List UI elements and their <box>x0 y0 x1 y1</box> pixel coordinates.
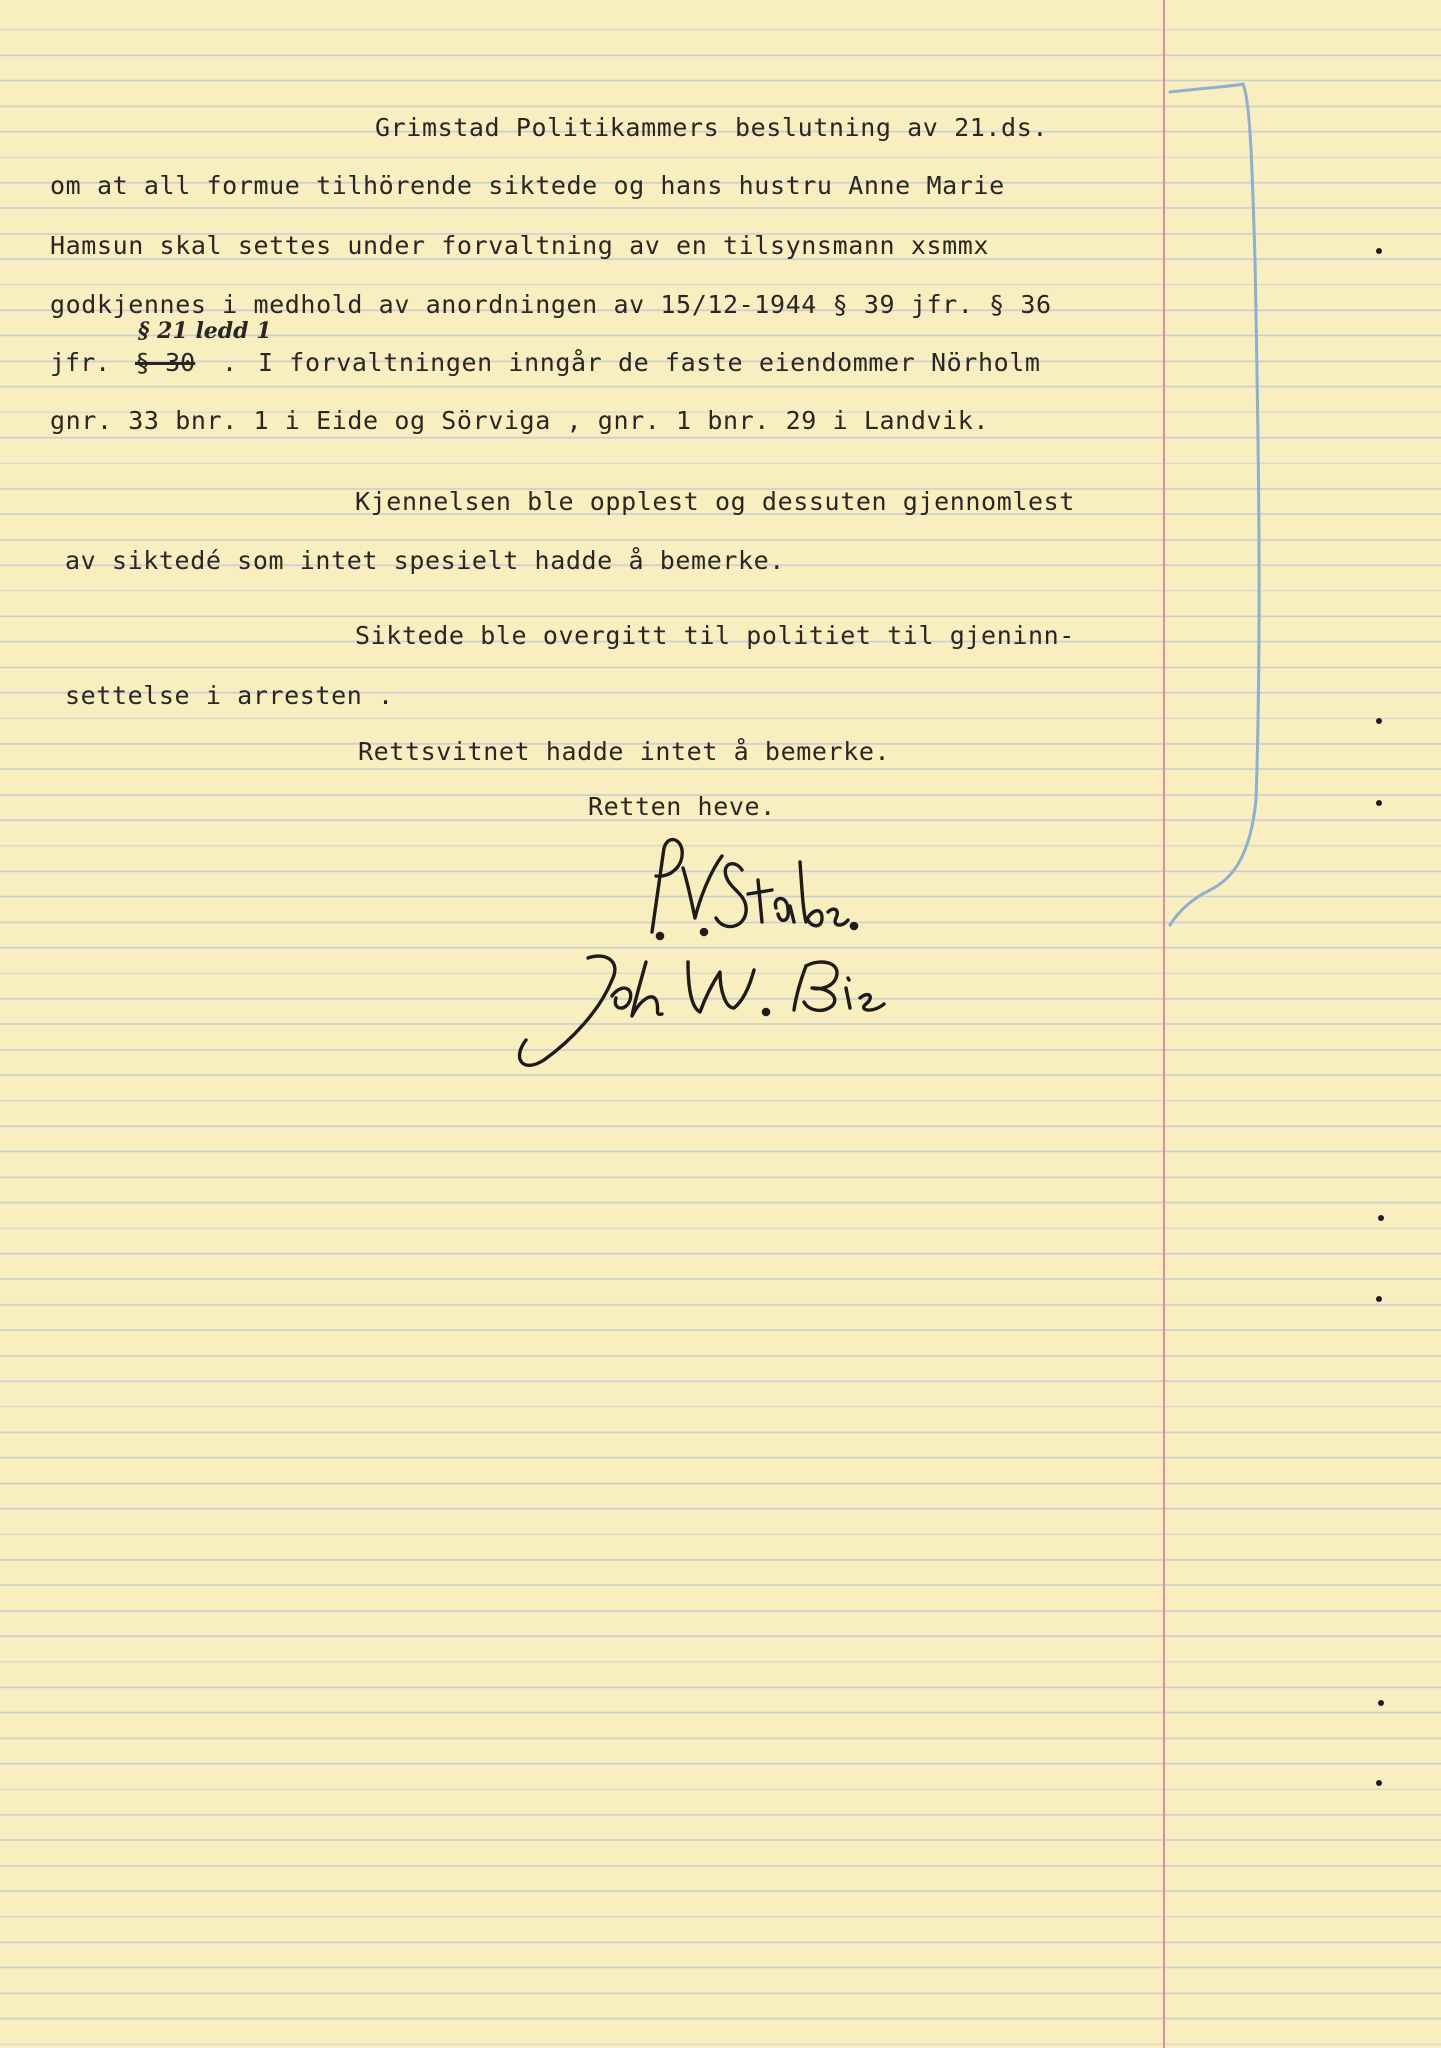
handwritten-correction: § 21 ledd 1 <box>138 318 272 344</box>
text-line-12: Retten heve. <box>588 792 776 821</box>
text-line-6: gnr. 33 bnr. 1 i Eide og Sörviga , gnr. 1 bnr. 29 i Landvik. <box>50 406 990 435</box>
text-line-5-period: . <box>222 348 238 377</box>
text-line-11: Rettsvitnet hadde intet å bemerke. <box>358 737 891 766</box>
text-line-4: godkjennes i medhold av anordningen av 15/12-1944 § 39 jfr. § 36 <box>50 290 1052 319</box>
punch-mark <box>1376 1780 1382 1786</box>
text-line-8: av siktedé som intet spesielt hadde å bemerke. <box>65 546 785 575</box>
punch-mark <box>1376 718 1382 724</box>
signature-stabel <box>652 840 857 939</box>
text-line-3: Hamsun skal settes under forvaltning av en tilsynsmann xsmmx <box>50 231 990 260</box>
text-line-2: om at all formue tilhörende siktede og hans hustru Anne Marie <box>50 171 1005 200</box>
punch-mark <box>1378 1700 1384 1706</box>
struck-reference: § 30 <box>135 348 196 377</box>
signature-bie <box>520 956 884 1065</box>
punch-mark <box>1376 1296 1382 1302</box>
text-line-5: I forvaltningen inngår de faste eiendommer Nörholm <box>258 348 1041 377</box>
punch-mark <box>1376 248 1382 254</box>
punch-mark <box>1378 1215 1384 1221</box>
text-line-5-prefix: jfr. <box>50 348 111 377</box>
text-line-10: settelse i arresten . <box>65 681 394 710</box>
blue-pencil-bracket <box>1170 84 1259 925</box>
text-line-7: Kjennelsen ble opplest og dessuten gjennomlest <box>355 487 1075 516</box>
text-line-9: Siktede ble overgitt til politiet til gjeninn- <box>355 621 1075 650</box>
punch-mark <box>1376 800 1382 806</box>
text-line-1: Grimstad Politikammers beslutning av 21.ds. <box>375 113 1049 142</box>
